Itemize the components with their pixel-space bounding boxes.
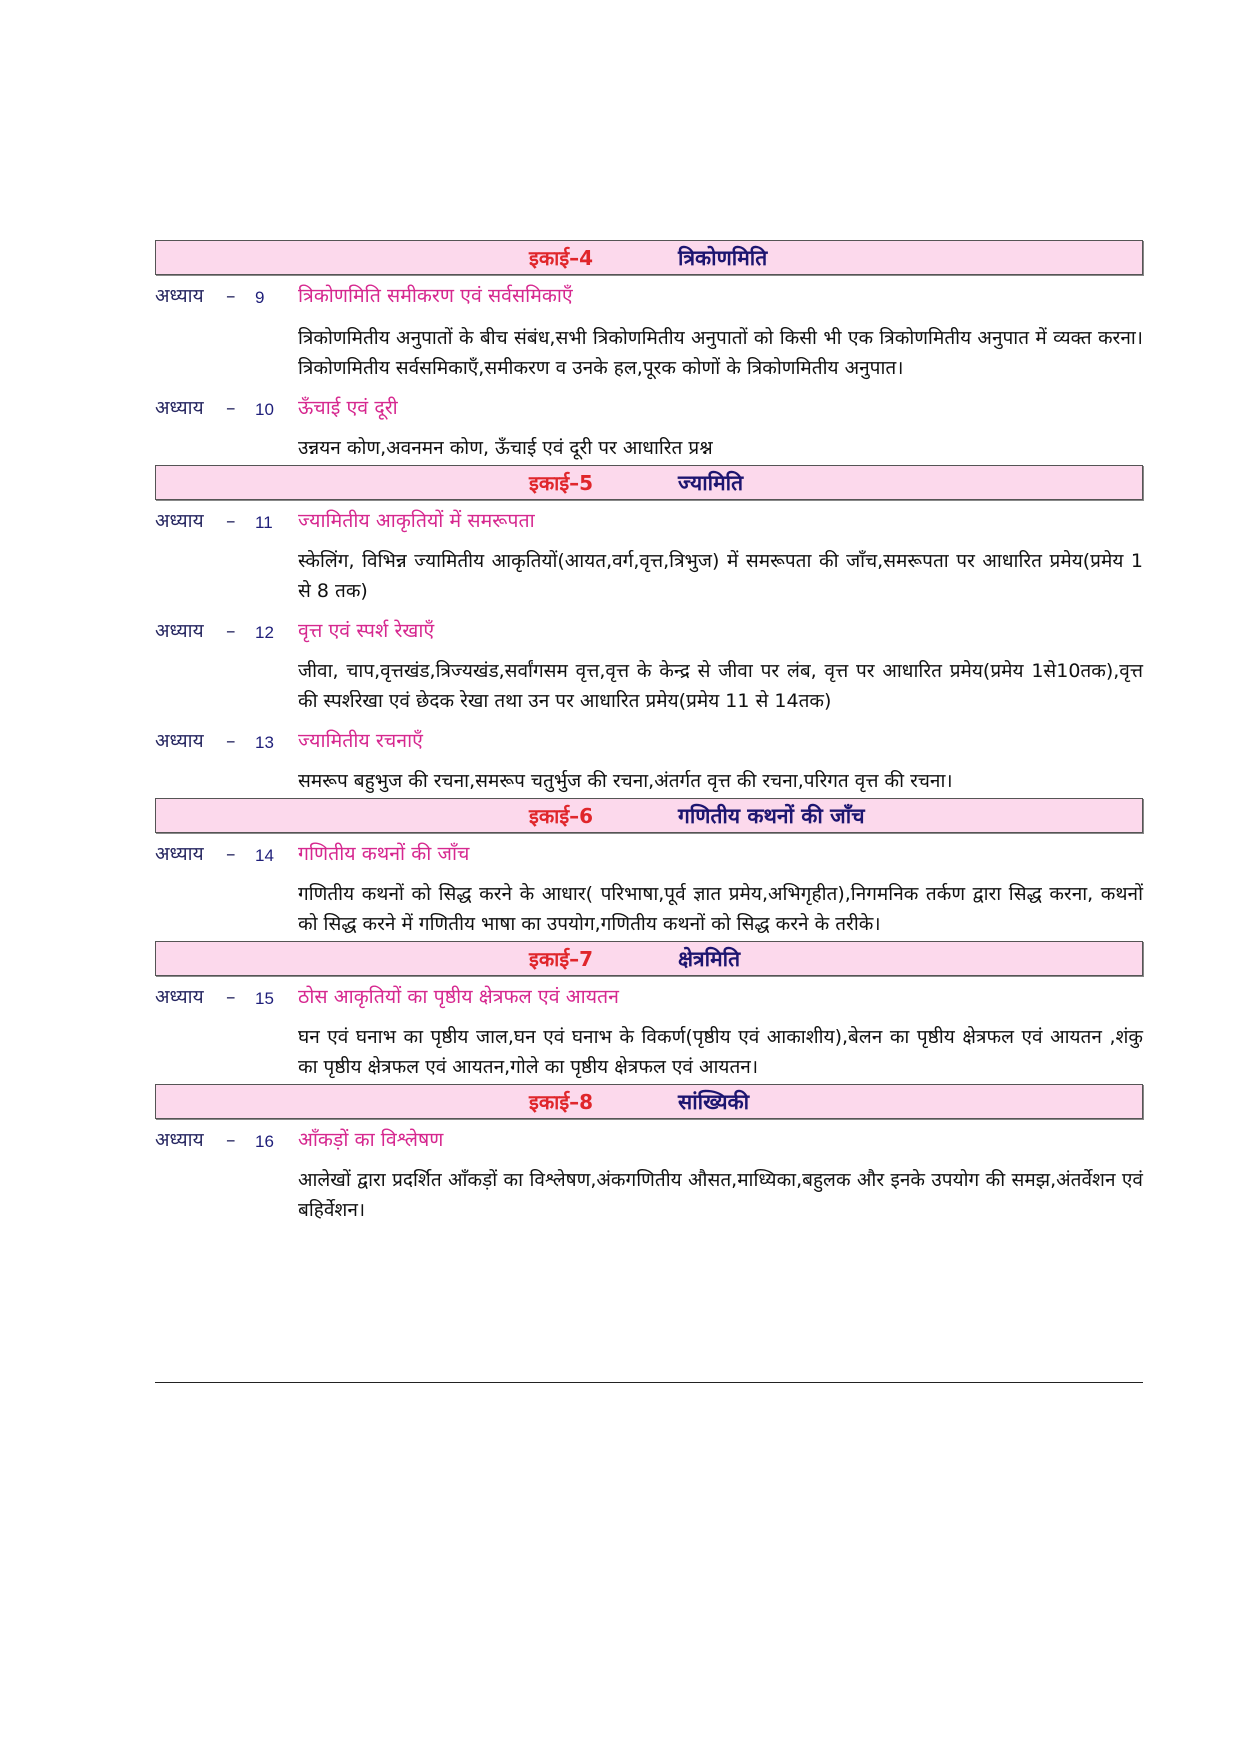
unit-5-section — [155, 465, 1143, 798]
chapter-word: अध्याय — [155, 730, 204, 752]
unit-header-box — [155, 1084, 1143, 1119]
chapter-number: 10 — [255, 400, 274, 419]
chapter-word: अध्याय — [155, 620, 204, 642]
chapter-title: ज्यामितीय रचनाएँ — [298, 729, 423, 752]
unit-7-section — [155, 941, 1143, 1084]
chapter-11 — [155, 500, 1143, 610]
chapter-word: अध्याय — [155, 843, 204, 865]
unit-label: इकाई–8 — [529, 1090, 594, 1114]
chapter-dash: – — [226, 986, 236, 1008]
chapter-heading — [155, 387, 1143, 427]
chapter-heading — [155, 833, 1143, 873]
chapter-title: त्रिकोणमिति समीकरण एवं सर्वसमिकाएँ — [298, 284, 573, 307]
chapter-dash: – — [226, 730, 236, 752]
chapter-number: 12 — [255, 623, 274, 642]
chapter-title: ज्यामितीय आकृतियों में समरूपता — [298, 509, 535, 532]
chapter-13 — [155, 720, 1143, 798]
chapter-title: ऊँचाई एवं दूरी — [298, 396, 398, 419]
chapter-dash: – — [226, 397, 236, 419]
unit-title: क्षेत्रमिति — [678, 947, 741, 971]
chapter-description: समरूप बहुभुज की रचना,समरूप चतुर्भुज की रचना,अंतर्गत वृत्त की रचना,परिगत वृत्त की रचना। — [298, 770, 953, 792]
chapter-title: ठोस आकृतियों का पृष्ठीय क्षेत्रफल एवं आयतन — [298, 985, 619, 1008]
bottom-divider — [155, 1382, 1143, 1383]
unit-header-box — [155, 240, 1143, 275]
chapter-heading — [155, 1119, 1143, 1159]
chapter-number: 15 — [255, 989, 274, 1008]
unit-6-section — [155, 798, 1143, 941]
chapter-number: 13 — [255, 733, 274, 752]
chapter-word: अध्याय — [155, 510, 204, 532]
unit-header-box — [155, 798, 1143, 833]
chapter-dash: – — [226, 843, 236, 865]
chapter-description: गणितीय कथनों को सिद्ध करने के आधार( परिभाषा,पूर्व ज्ञात प्रमेय,अभिगृहीत),निगमनिक तर्कण द्वारा सिद्ध करना, कथनों को सिद्ध करने में गणितीय भाषा का उपयोग,गणितीय कथनों को सिद्ध करने के तरीके। — [298, 883, 1143, 935]
chapter-heading — [155, 976, 1143, 1016]
chapter-15 — [155, 976, 1143, 1084]
chapter-number: 9 — [255, 288, 265, 307]
chapter-word: अध्याय — [155, 285, 204, 307]
chapter-number: 11 — [255, 513, 273, 532]
unit-4-section — [155, 240, 1143, 465]
chapter-description: त्रिकोणमितीय अनुपातों के बीच संबंध,सभी त्रिकोणमितीय अनुपातों को किसी भी एक त्रिकोणमितीय अनुपात में व्यक्त करना। त्रिकोणमितीय सर्वसमिकाएँ,समीकरण व उनके हल,पूरक कोणों के त्रिकोणमितीय अनुपात। — [298, 327, 1143, 379]
unit-header-box — [155, 465, 1143, 500]
chapter-number: 14 — [255, 846, 274, 865]
chapter-12 — [155, 610, 1143, 720]
unit-title: ज्यामिति — [678, 471, 744, 495]
chapter-title: आँकड़ों का विश्लेषण — [298, 1128, 444, 1151]
unit-label: इकाई–6 — [529, 804, 594, 828]
chapter-word: अध्याय — [155, 397, 204, 419]
unit-title: सांख्यिकी — [678, 1090, 750, 1114]
unit-header-box — [155, 941, 1143, 976]
chapter-word: अध्याय — [155, 1129, 204, 1151]
chapter-heading — [155, 720, 1143, 760]
chapter-14 — [155, 833, 1143, 941]
chapter-title: गणितीय कथनों की जाँच — [298, 842, 470, 865]
unit-label: इकाई–5 — [529, 471, 594, 495]
chapter-number: 16 — [255, 1132, 274, 1151]
unit-8-section — [155, 1084, 1143, 1229]
chapter-16 — [155, 1119, 1143, 1229]
chapter-description: जीवा, चाप,वृत्तखंड,त्रिज्यखंड,सर्वांगसम वृत्त,वृत्त के केन्द्र से जीवा पर लंब, वृत्त पर आधारित प्रमेय(प्रमेय 1से10तक),वृत्त की स्पर्शरेखा एवं छेदक रेखा तथा उन पर आधारित प्रमेय(प्रमेय 11 से 14तक) — [298, 660, 1143, 712]
chapter-heading — [155, 275, 1143, 315]
chapter-title: वृत्त एवं स्पर्श रेखाएँ — [298, 619, 435, 642]
chapter-dash: – — [226, 510, 236, 532]
chapter-dash: – — [226, 285, 236, 307]
chapter-word: अध्याय — [155, 986, 204, 1008]
chapter-heading — [155, 610, 1143, 650]
chapter-10 — [155, 387, 1143, 465]
unit-title: गणितीय कथनों की जाँच — [678, 804, 865, 828]
syllabus-page — [155, 240, 1143, 1229]
chapter-description: स्केलिंग, विभिन्न ज्यामितीय आकृतियों(आयत,वर्ग,वृत्त,त्रिभुज) में समरूपता की जाँच,समरूपता पर आधारित प्रमेय(प्रमेय 1 से 8 तक) — [298, 550, 1143, 602]
unit-title: त्रिकोणमिति — [678, 246, 768, 270]
chapter-dash: – — [226, 620, 236, 642]
chapter-description: उन्नयन कोण,अवनमन कोण, ऊँचाई एवं दूरी पर आधारित प्रश्न — [298, 437, 713, 459]
chapter-dash: – — [226, 1129, 236, 1151]
chapter-9 — [155, 275, 1143, 387]
unit-label: इकाई–7 — [529, 947, 594, 971]
chapter-description: घन एवं घनाभ का पृष्ठीय जाल,घन एवं घनाभ के विकर्ण(पृष्ठीय एवं आकाशीय),बेलन का पृष्ठीय क्षेत्रफल एवं आयतन ,शंकु का पृष्ठीय क्षेत्रफल एवं आयतन,गोले का पृष्ठीय क्षेत्रफल एवं आयतन। — [298, 1026, 1143, 1078]
chapter-description: आलेखों द्वारा प्रदर्शित आँकड़ों का विश्लेषण,अंकगणितीय औसत,माध्यिका,बहुलक और इनके उपयोग की समझ,अंतर्वेशन एवं बहिर्वेशन। — [298, 1169, 1143, 1221]
chapter-heading — [155, 500, 1143, 540]
unit-label: इकाई–4 — [529, 246, 594, 270]
